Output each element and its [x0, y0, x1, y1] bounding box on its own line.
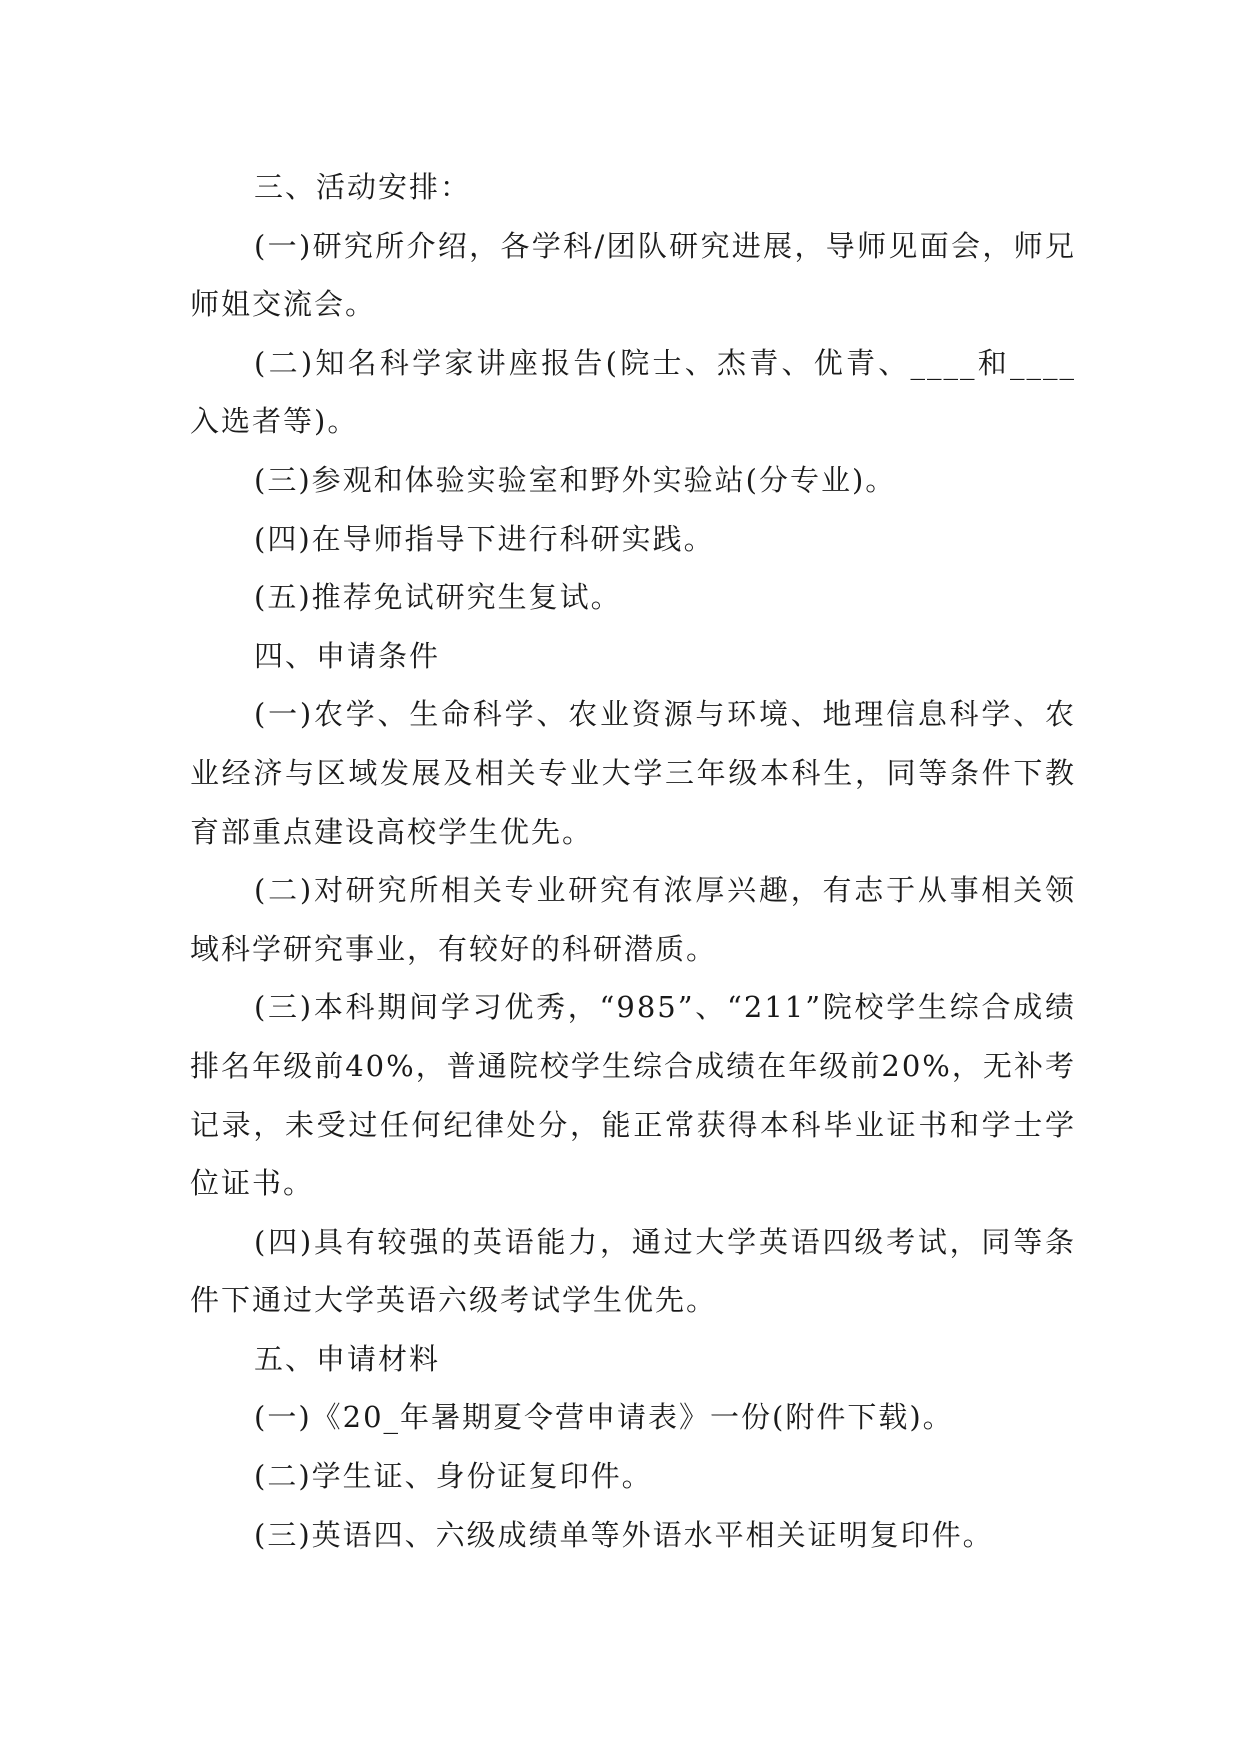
- material-item-2: (二)学生证、身份证复印件。: [254, 1459, 653, 1494]
- section-heading-requirements: 四、申请条件: [254, 638, 441, 673]
- requirement-item-2: (二)对研究所相关专业研究有浓厚兴趣，有志于从事相关领域科学研究事业，有较好的科研潜质。: [190, 873, 1076, 966]
- activity-item-5: (五)推荐免试研究生复试。: [254, 580, 622, 615]
- material-item-3: (三)英语四、六级成绩单等外语水平相关证明复印件。: [254, 1517, 994, 1552]
- activity-item-2: (二)知名科学家讲座报告(院士、杰青、优青、____和____入选者等)。: [190, 345, 1076, 439]
- section-heading-materials: 五、申请材料: [254, 1341, 441, 1376]
- requirement-item-3: (三)本科期间学习优秀，“985”、“211”院校学生综合成绩排名年级前40%，普通院校学生综合成绩在年级前20%，无补考记录，未受过任何纪律处分，能正常获得本科毕业证书和学士学位证书。: [190, 990, 1076, 1201]
- requirement-item-1: (一)农学、生命科学、农业资源与环境、地理信息科学、农业经济与区域发展及相关专业大学三年级本科生，同等条件下教育部重点建设高校学生优先。: [190, 697, 1076, 849]
- document-body: [190, 158, 1076, 1564]
- activity-item-3: (三)参观和体验实验室和野外实验站(分专业)。: [254, 462, 897, 497]
- section-heading-activities: 三、活动安排：: [254, 170, 472, 204]
- activity-item-1: (一)研究所介绍，各学科/团队研究进展，导师见面会，师兄师姐交流会。: [190, 228, 1076, 322]
- activity-item-4: (四)在导师指导下进行科研实践。: [254, 521, 715, 556]
- material-item-1: (一)《20_年暑期夏令营申请表》一份(附件下载)。: [254, 1400, 954, 1435]
- requirement-item-4: (四)具有较强的英语能力，通过大学英语四级考试，同等条件下通过大学英语六级考试学生优先。: [190, 1224, 1076, 1318]
